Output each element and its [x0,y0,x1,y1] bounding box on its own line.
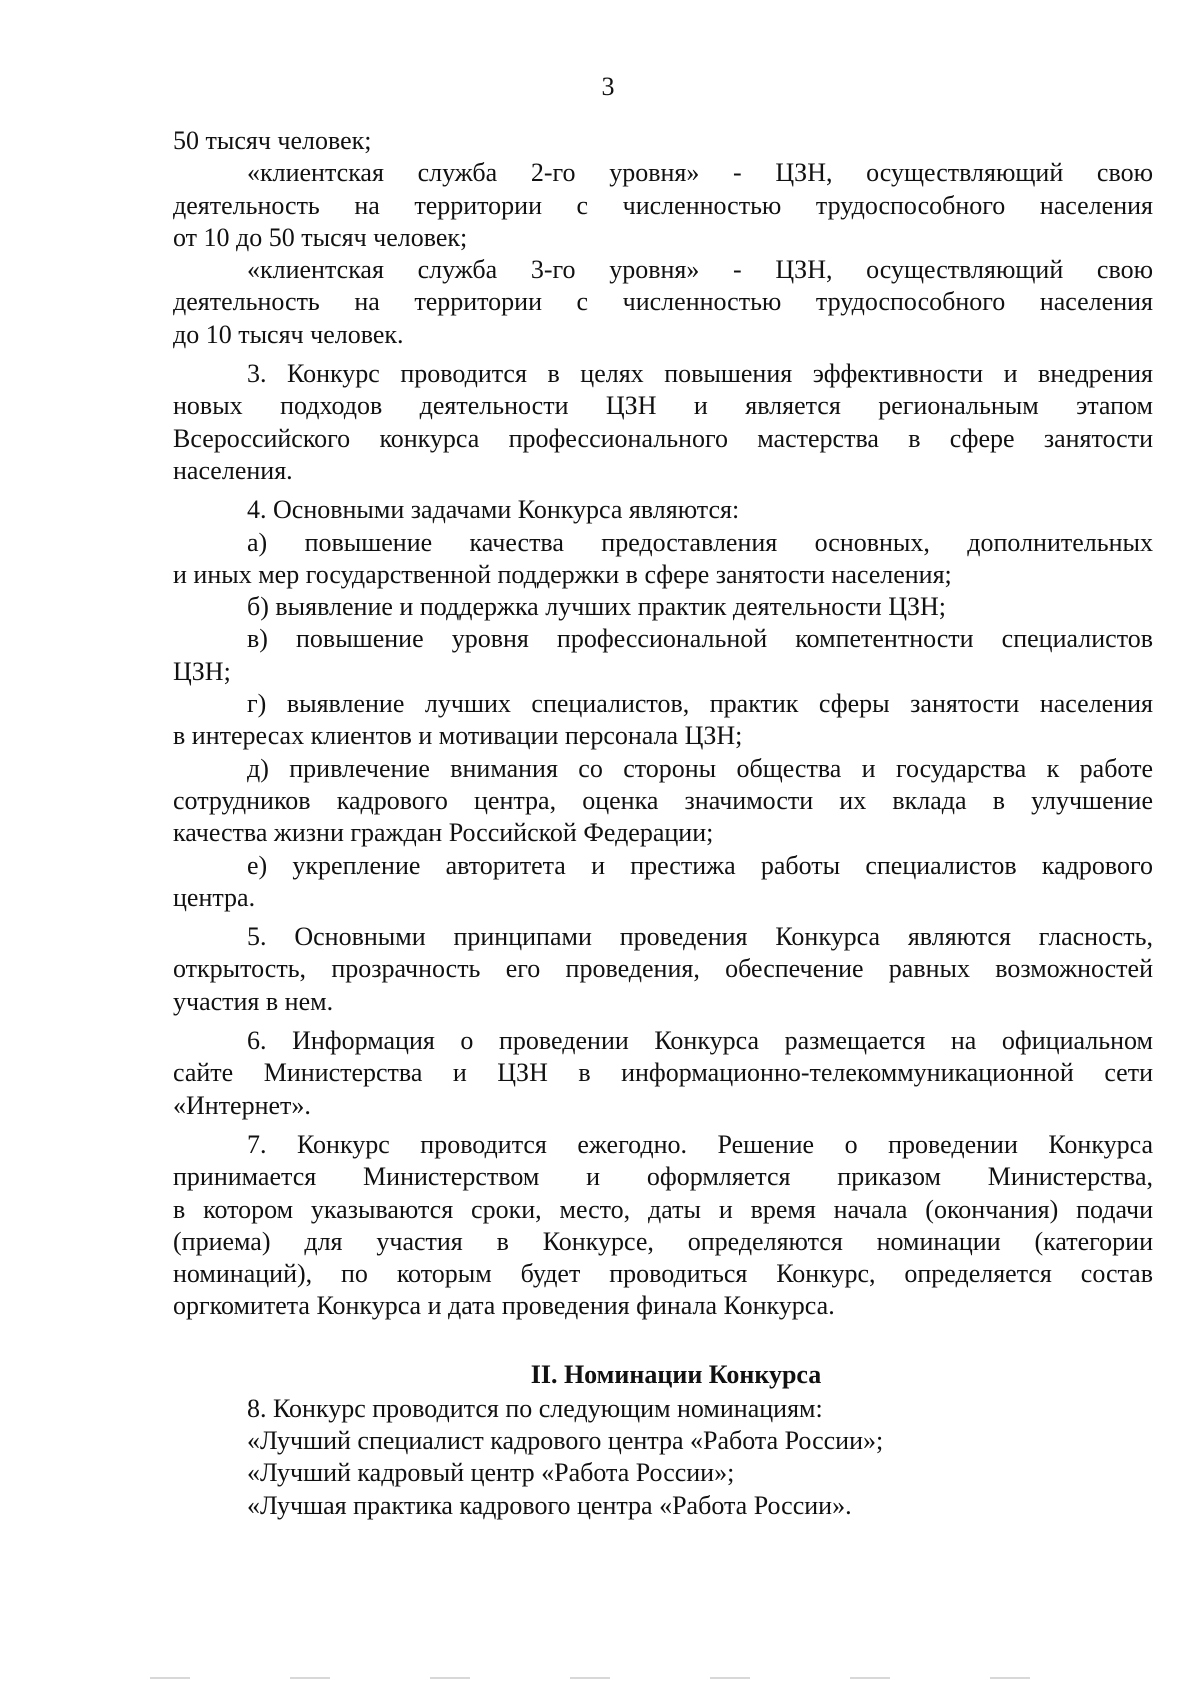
paragraph-gap [173,1122,1153,1129]
text-line: оргкомитета Конкурса и дата проведения финала Конкурса. [173,1291,835,1321]
text-line: а) повышение качества предоставления основных, дополнительных [247,527,1153,557]
text-line: «Лучший кадровый центр «Работа России»; [247,1458,735,1488]
section-gap [173,1323,1153,1357]
text-line: 5. Основными принципами проведения Конкурса являются гласность, [247,922,1153,952]
paragraph-gap [173,487,1153,494]
text-line: деятельность на территории с численностью трудоспособного населения [173,190,1153,220]
text-line: Всероссийского конкурса профессионального мастерства в сфере занятости [173,423,1153,453]
text-line: в интересах клиентов и мотивации персонала ЦЗН; [173,721,743,751]
paragraph-gap [173,914,1153,921]
paragraph-gap [173,351,1153,358]
text-line: «клиентская служба 3-го уровня» - ЦЗН, осуществляющий свою [247,255,1153,285]
text-line: до 10 тысяч человек. [173,319,404,349]
paragraph-gap [173,1018,1153,1025]
text-line: населения. [173,455,293,485]
text-line: 8. Конкурс проводится по следующим номинациям: [247,1393,823,1423]
text-line: номинаций), по которым будет проводиться Конкурс, определяется состав [173,1259,1153,1289]
text-line: качества жизни граждан Российской Федерации; [173,818,714,848]
text-line: деятельность на территории с численностью трудоспособного населения [173,287,1153,317]
text-line: открытость, прозрачность его проведения, обеспечение равных возможностей [173,954,1153,984]
text-line: сайте Министерства и ЦЗН в информационно-телекоммуникационной сети [173,1058,1153,1088]
text-line: (приема) для участия в Конкурсе, определяются номинации (категории [173,1226,1153,1256]
text-line: 3. Конкурс проводится в целях повышения эффективности и внедрения [247,359,1153,389]
text-line: в котором указываются сроки, место, даты и время начала (окончания) подачи [173,1194,1153,1224]
text-line: 6. Информация о проведении Конкурса размещается на официальном [247,1026,1153,1056]
text-line: б) выявление и поддержка лучших практик деятельности ЦЗН; [247,592,947,622]
document-body [173,125,1153,1522]
page-number: 3 [601,72,615,101]
text-line: «Интернет». [173,1090,311,1120]
text-line: в) повышение уровня профессиональной компетентности специалистов [247,624,1153,654]
text-line: г) выявление лучших специалистов, практик сферы занятости населения [247,689,1153,719]
text-line: 7. Конкурс проводится ежегодно. Решение о проведении Конкурса [247,1129,1153,1159]
text-line: «Лучший специалист кадрового центра «Работа России»; [247,1425,884,1455]
text-line: сотрудников кадрового центра, оценка значимости их вклада в улучшение [173,785,1153,815]
text-line: и иных мер государственной поддержки в сфере занятости населения; [173,559,952,589]
text-line: центра. [173,882,256,912]
scan-artifact [150,1677,1050,1679]
text-line: 50 тысяч человек; [173,126,372,155]
text-line: е) укрепление авторитета и престижа работы специалистов кадрового [247,850,1153,880]
text-line: участия в нем. [173,986,334,1016]
text-line: д) привлечение внимания со стороны общества и государства к работе [247,753,1153,783]
text-line: «клиентская служба 2-го уровня» - ЦЗН, осуществляющий свою [247,158,1153,188]
text-line: 4. Основными задачами Конкурса являются: [247,495,740,525]
text-line: от 10 до 50 тысяч человек; [173,222,468,252]
text-line: ЦЗН; [173,656,231,686]
text-line: «Лучшая практика кадрового центра «Работа России». [247,1490,852,1520]
text-line: новых подходов деятельности ЦЗН и является региональным этапом [173,391,1153,421]
section-heading: II. Номинации Конкурса [530,1359,822,1389]
text-line: принимается Министерством и оформляется приказом Министерства, [173,1162,1153,1192]
